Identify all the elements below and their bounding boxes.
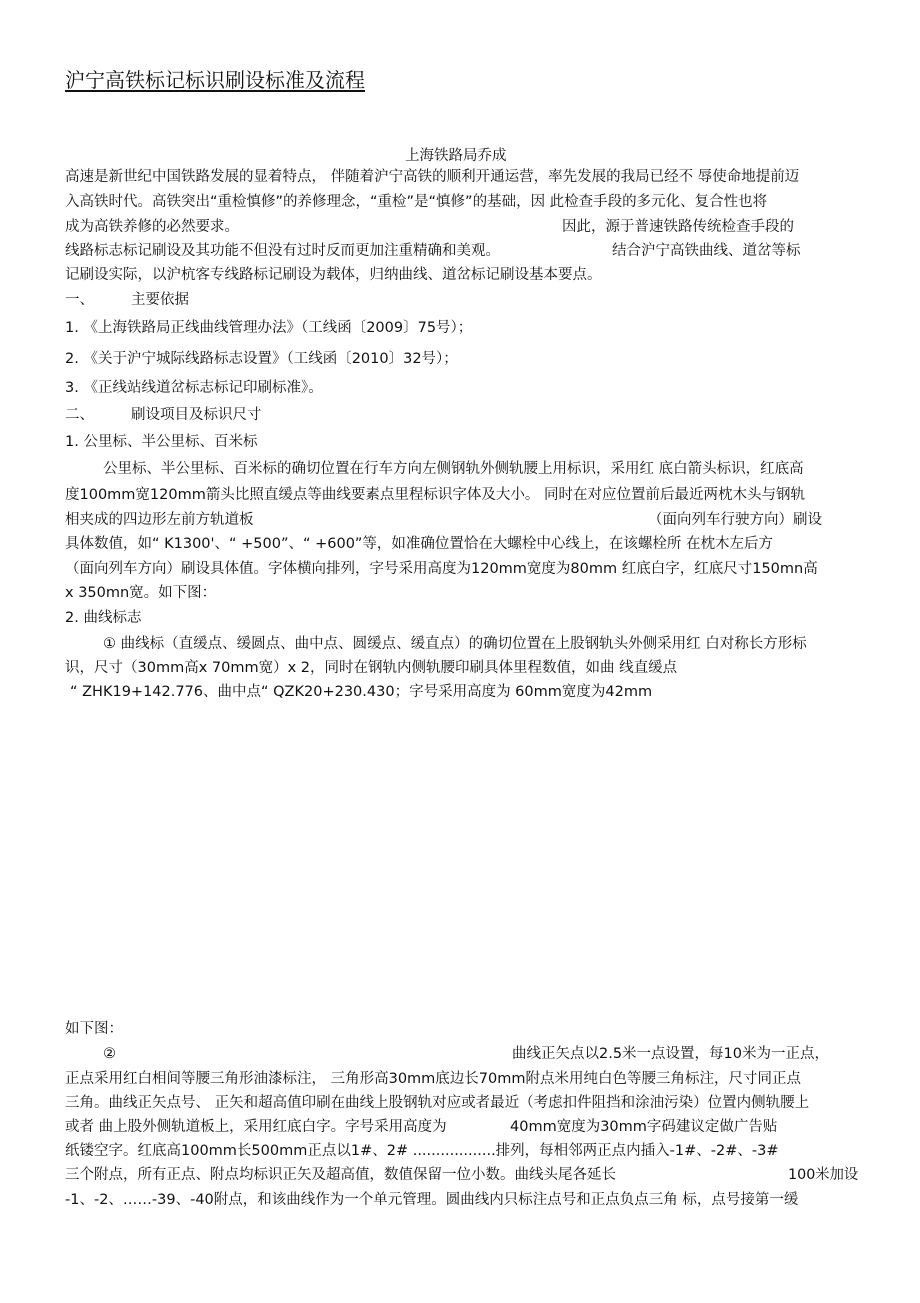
text-line: 如下图： xyxy=(65,1021,123,1037)
text-line: 具体数值，如“ K1300'、“ +500”、“ +600”等，如准确位置恰在大螺栓中心线上，在该螺栓所 在枕木左后方 xyxy=(65,536,774,552)
text-line: 100米加设 xyxy=(788,1167,859,1183)
text-line: -1、-2、……-39、-40附点，和该曲线作为一个单元管理。圆曲线内只标注点号和正点负点三角 标，点号接第一缓 xyxy=(65,1192,799,1208)
text-line: 或者 曲上股外侧轨道板上，采用红底白字。字号采用高度为 xyxy=(65,1119,447,1135)
text-line: 记刷设实际，以沪杭客专线路标记刷设为载体，归纳曲线、道岔标记刷设基本要点。 xyxy=(65,267,602,283)
text-line: 相夹成的四边形左前方轨道板 xyxy=(65,512,254,528)
text-line: 高速是新世纪中国铁路发展的显着特点， 伴随着沪宁高铁的顺利开通运营，率先发展的我局已经不 辱使命地提前迈 xyxy=(65,169,800,185)
reference-item: 3. 《正线站线道岔标志标记印刷标准》。 xyxy=(65,380,323,396)
section-number: 二、 xyxy=(65,407,94,423)
text-line: 三个附点，所有正点、附点均标识正矢及超高值，数值保留一位小数。曲线头尾各延长 xyxy=(65,1167,616,1183)
text-line: ① 曲线标（直缓点、缓圆点、曲中点、圆缓点、缓直点）的确切位置在上股钢轨头外侧采用红 白对称长方形标 xyxy=(103,636,807,652)
section-number: 一、 xyxy=(65,292,94,308)
text-line: 线路标志标记刷设及其功能不但没有过时反而更加注重精确和美观。 xyxy=(65,243,500,259)
text-line: x 350mn宽。如下图： xyxy=(65,585,217,601)
text-line: 度100mm宽120mm箭头比照直缓点等曲线要素点里程标识字体及大小。 同时在对应位置前后最近两枕木头与钢轨 xyxy=(65,487,805,503)
text-line: 识，尺寸（30mm高x 70mm宽）x 2，同时在钢轨内侧轨腰印刷具体里程数值，如曲 线直缓点 xyxy=(65,660,678,676)
section-heading: 主要依据 xyxy=(131,292,189,308)
text-line: 正点采用红白相间等腰三角形油漆标注， 三角形高30mm底边长70mm附点米用纯白色等腰三角标注，尺寸同正点 xyxy=(65,1071,802,1087)
text-line: ② xyxy=(103,1046,116,1062)
reference-item: 1. 《上海铁路局正线曲线管理办法》（工线函〔2009〕75号）； xyxy=(65,320,473,336)
section-heading: 刷设项目及标识尺寸 xyxy=(131,407,262,423)
text-line: 三角。曲线正矢点号、 正矢和超高值印刷在曲线上股钢轨对应或者最近（考虑扣件阻挡和涂油污染）位置内侧轨腰上 xyxy=(65,1095,810,1111)
text-line: 成为高铁养修的必然要求。 xyxy=(65,219,239,235)
reference-item: 2. 《关于沪宁城际线路标志设置》（工线函〔2010〕32号）； xyxy=(65,351,458,367)
text-line: 纸镂空字。红底高100mm长500mm正点以1#、2# ..................排列，每相邻两正点内插入-1#、-2#、-3# xyxy=(65,1143,779,1159)
text-line: 公里标、半公里标、百米标的确切位置在行车方向左侧钢轨外侧轨腰上用标识，采用红 底白箭头标识，红底高 xyxy=(103,461,804,477)
author-line: 上海铁路局乔成 xyxy=(405,148,507,164)
text-line: 因此，源于普速铁路传统检查手段的 xyxy=(562,219,794,235)
subsection-heading: 1. 公里标、半公里标、百米标 xyxy=(65,434,258,450)
text-line: 曲线正矢点以2.5米一点设置，每10米为一正点， xyxy=(512,1046,830,1062)
text-line: “ ZHK19+142.776、曲中点“ QZK20+230.430；字号采用高度为 60mm宽度为42mm xyxy=(70,684,653,700)
text-line: （面向列车方向）刷设具体值。字体横向排列，字号采用高度为120mm宽度为80mm 红底白字，红底尺寸150mn高 xyxy=(65,561,818,577)
document-title: 沪宁高铁标记标识刷设标准及流程 xyxy=(65,68,365,92)
text-line: 结合沪宁高铁曲线、道岔等标 xyxy=(612,243,801,259)
text-line: 40mm宽度为30mm字码建议定做广告贴 xyxy=(510,1119,778,1135)
subsection-heading: 2. 曲线标志 xyxy=(65,610,142,626)
text-line: （面向列车行驶方向）刷设 xyxy=(648,512,822,528)
text-line: 入高铁时代。高铁突出“重检慎修”的养修理念，“重检”是“慎修”的基础，因 此检查手段的多元化、复合性也将 xyxy=(65,194,768,210)
